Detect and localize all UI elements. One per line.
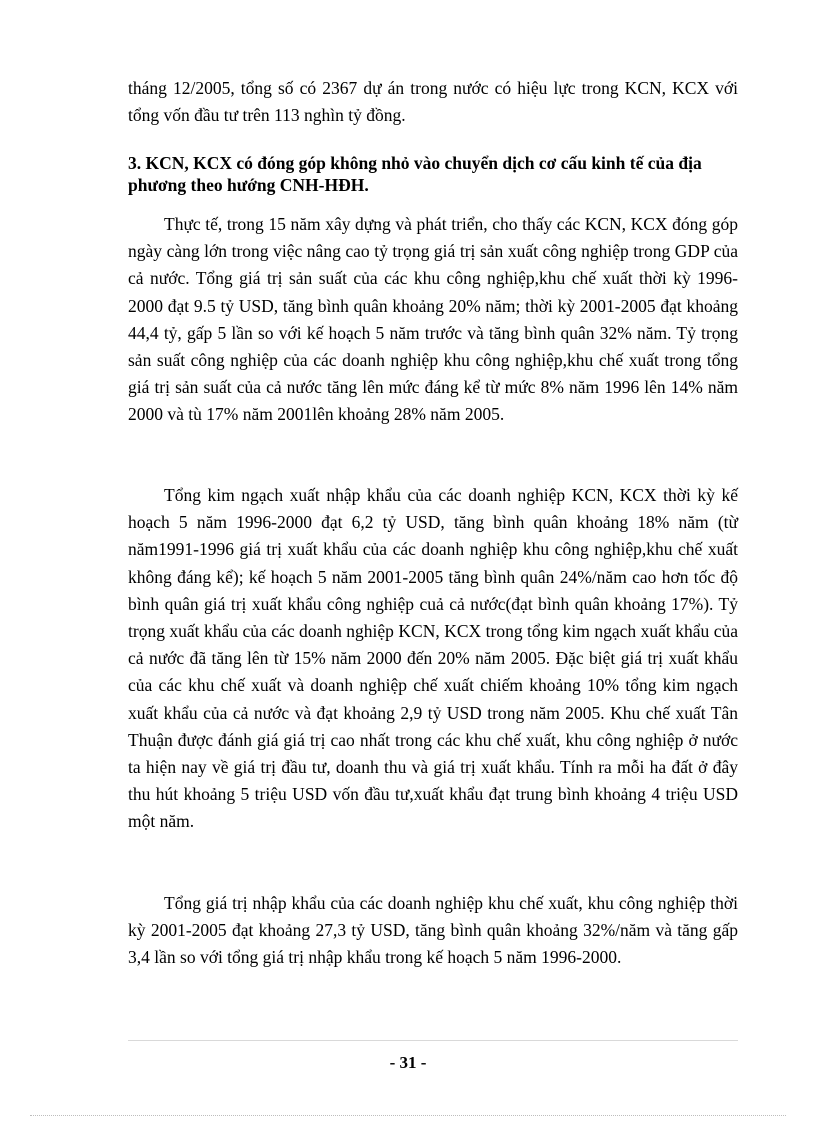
- paragraph-text: Tổng kim ngạch xuất nhập khẩu của các doanh nghiệp KCN, KCX thời kỳ kế hoạch 5 năm 1996-2000 đạt 6,2 tỷ USD, tăng bình quân khoảng 18% năm (từ năm1991-1996 giá trị xuất khẩu của các doanh nghiệp khu công nghiệp,khu chế xuất không đáng kể); kế hoạch 5 năm 2001-2005 tăng bình quân 24%/năm cao hơn tốc độ bình quân giá trị xuất khẩu công nghiệp cuả cả nước(đạt bình quân khoảng 17%). Tỷ trọng xuất khẩu của các doanh nghiệp KCN, KCX trong tổng kim ngạch xuất khẩu của cả nước đã tăng lên từ 15% năm 2000 đến 20% năm 2005. Đặc biệt giá trị xuất khẩu của các khu chế xuất và doanh nghiệp chế xuất chiếm khoảng 10% tổng kim ngạch xuất khẩu của cả nước và đạt khoảng 2,9 tỷ USD trong năm 2005. Khu chế xuất Tân Thuận được đánh giá giá trị cao nhất trong các khu chế xuất, khu công nghiệp ở nước ta hiện nay về giá trị đầu tư, doanh thu và giá trị xuất khẩu. Tính ra mỗi ha đất ở đây thu hút khoảng 5 triệu USD vốn đầu tư,xuất khẩu đạt trung bình khoảng 4 triệu USD một năm.: [128, 485, 738, 832]
- page-bottom-border: [30, 1115, 786, 1116]
- paragraph-production-share: [128, 211, 738, 429]
- paragraph-text: tháng 12/2005, tổng số có 2367 dự án trong nước có hiệu lực trong KCN, KCX với tổng vốn đầu tư trên 113 nghìn tỷ đồng.: [128, 78, 738, 126]
- paragraph-continuation: [128, 75, 738, 129]
- section-heading: 3. KCN, KCX có đóng góp không nhỏ vào chuyển dịch cơ cấu kinh tế của địa phương theo hướng CNH-HĐH.: [128, 153, 702, 195]
- paragraph-export-turnover: [128, 482, 738, 836]
- page-number: - 31 -: [389, 1053, 427, 1072]
- paragraph-text: Thực tế, trong 15 năm xây dựng và phát triển, cho thấy các KCN, KCX đóng góp ngày càng lớn trong việc nâng cao tỷ trọng giá trị sản xuất công nghiệp trong GDP của cả nước. Tổng giá trị sản suất của các khu công nghiệp,khu chế xuất thời kỳ 1996-2000 đạt 9.5 tỷ USD, tăng bình quân khoảng 20% năm; thời kỳ 2001-2005 đạt khoảng 44,4 tỷ, gấp 5 lần so với kế hoạch 5 năm trước và tăng bình quân 32% năm. Tỷ trọng sản suất công nghiệp của các doanh nghiệp khu công nghiệp,khu chế xuất trong tổng giá trị sản suất của cả nước tăng lên mức đáng kể từ mức 8% năm 1996 lên 14% năm 2000 và tù 17% năm 2001lên khoảng 28% năm 2005.: [128, 214, 738, 425]
- footer-divider: [128, 1040, 738, 1041]
- paragraph-text: Tổng giá trị nhập khẩu của các doanh nghiệp khu chế xuất, khu công nghiệp thời kỳ 2001-2005 đạt khoảng 27,3 tỷ USD, tăng bình quân khoảng 32%/năm và tăng gấp 3,4 lần so với tổng giá trị nhập khẩu trong kế hoạch 5 năm 1996-2000.: [128, 893, 738, 968]
- paragraph-import-value: [128, 890, 738, 972]
